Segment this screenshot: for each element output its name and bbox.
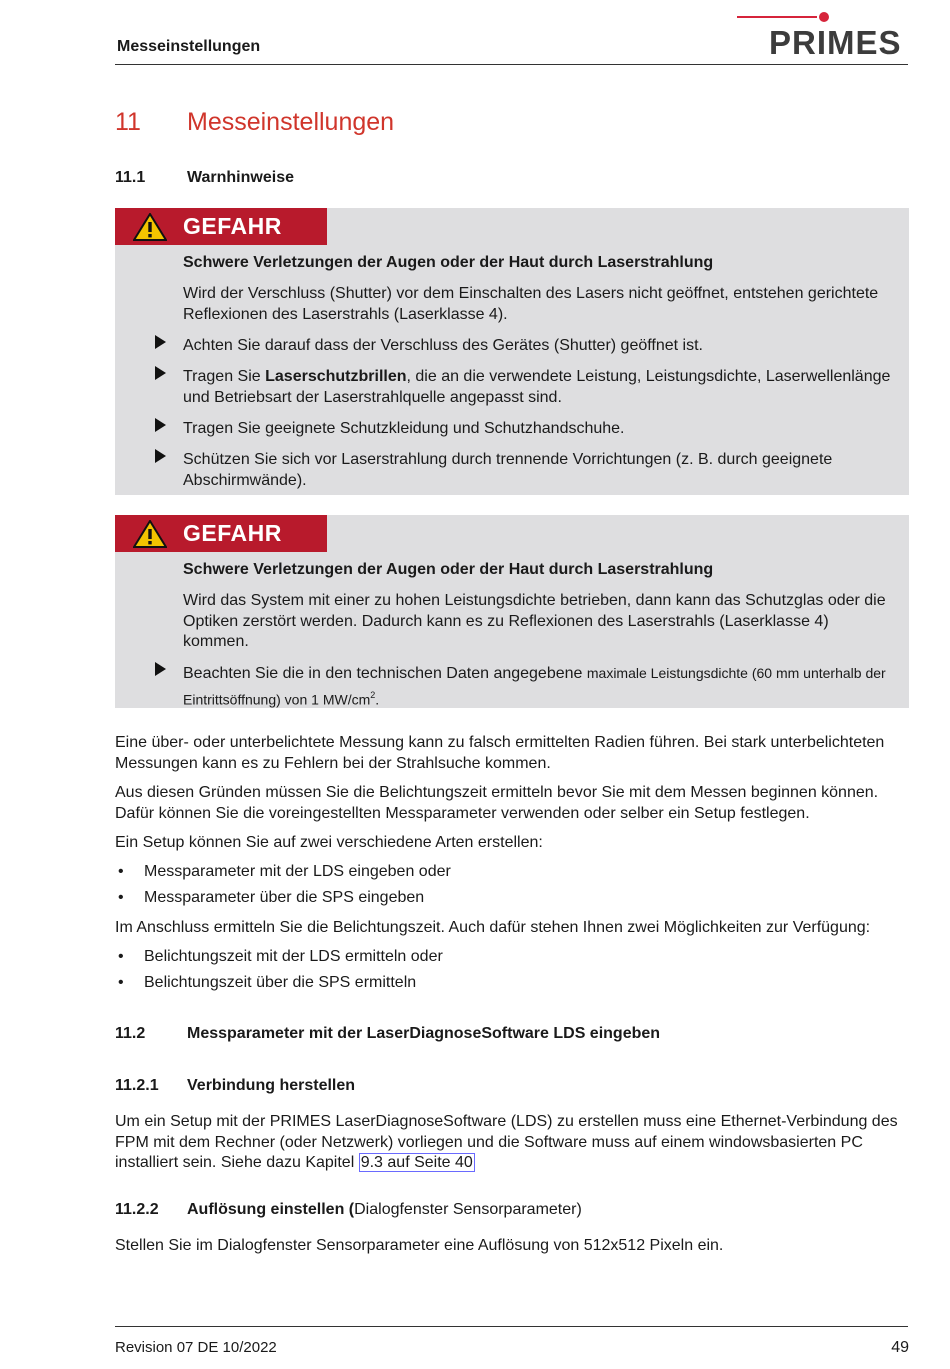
subsection-title: Auflösung einstellen (Dialogfenster Sensorparameter) <box>187 1201 582 1218</box>
list-item: Belichtungszeit mit der LDS ermitteln oder <box>144 948 443 965</box>
danger-instruction: Schützen Sie sich vor Laserstrahlung durch trennende Vorrichtungen (z. B. durch geeignete Abschirmwände). <box>183 451 833 489</box>
chapter-number: 11 <box>115 108 141 136</box>
logo-text: PRIMES <box>769 24 902 61</box>
list-item: Messparameter mit der LDS eingeben oder <box>144 863 451 880</box>
danger-label <box>115 208 327 245</box>
section-title: Warnhinweise <box>187 169 294 186</box>
warning-triangle-icon <box>133 213 167 241</box>
danger-box <box>115 208 909 495</box>
warning-triangle-icon <box>133 520 167 548</box>
header-divider <box>115 64 908 65</box>
section-number: 11.1 <box>115 169 146 186</box>
danger-box <box>115 515 909 708</box>
body-paragraph: Um ein Setup mit der PRIMES LaserDiagnoseSoftware (LDS) zu erstellen muss eine Ethernet-Verbindung des FPM mit dem Rechner (oder Netzwerk) vorliegen und die Software muss auf einem windowsbasierten PC installiert sein. Siehe dazu Kapitel 9.3 auf Seite 40 <box>115 1113 898 1171</box>
revision-info: Revision 07 DE 10/2022 <box>115 1339 277 1356</box>
running-header: Messeinstellungen <box>117 38 261 55</box>
danger-headline: Schwere Verletzungen der Augen oder der Haut durch Laserstrahlung <box>183 254 714 271</box>
arrow-bullet-icon <box>155 366 166 380</box>
arrow-bullet-icon <box>155 418 166 432</box>
danger-instruction: Tragen Sie Laserschutzbrillen, die an die verwendete Leistung, Leistungsdichte, Laserwellenlänge und Betriebsart der Laserstrahlquelle angepasst sind. <box>183 368 891 406</box>
bullet-dot: • <box>118 974 124 991</box>
danger-text: Wird der Verschluss (Shutter) vor dem Einschalten des Lasers nicht geöffnet, entstehen gerichtete Reflexionen des Laserstrahls (Laserklasse 4). <box>183 285 879 323</box>
chapter-link[interactable]: 9.3 auf Seite 40 <box>360 1154 473 1171</box>
footer-divider <box>115 1326 908 1327</box>
logo-accent-line <box>737 16 817 18</box>
bullet-dot: • <box>118 948 124 965</box>
body-paragraph: Ein Setup können Sie auf zwei verschiedene Arten erstellen: <box>115 834 543 851</box>
section-title: Messparameter mit der LaserDiagnoseSoftware LDS eingeben <box>187 1025 661 1042</box>
arrow-bullet-icon <box>155 449 166 463</box>
danger-headline: Schwere Verletzungen der Augen oder der Haut durch Laserstrahlung <box>183 561 714 578</box>
bullet-dot: • <box>118 863 124 880</box>
section-number: 11.2 <box>115 1025 146 1042</box>
body-paragraph: Eine über- oder unterbelichtete Messung kann zu falsch ermittelten Radien führen. Bei stark unterbelichteten Messungen kann es zu Fehlern bei der Strahlsuche kommen. <box>115 734 885 772</box>
danger-instruction: Beachten Sie die in den technischen Daten angegebene maximale Leistungsdichte (60 mm unterhalb der Eintrittsöffnung) von 1 $MW/cm^2$. <box>183 665 886 707</box>
bullet-dot: • <box>118 889 124 906</box>
danger-label <box>115 515 327 552</box>
subsection-title: Verbindung herstellen <box>187 1077 356 1094</box>
danger-instruction: Achten Sie darauf dass der Verschluss des Gerätes (Shutter) geöffnet ist. <box>183 337 703 354</box>
danger-word: GEFAHR <box>183 213 282 239</box>
arrow-bullet-icon <box>155 662 166 676</box>
danger-word: GEFAHR <box>183 520 282 546</box>
danger-text: Wird das System mit einer zu hohen Leistungsdichte betrieben, dann kann das Schutzglas oder die Optiken zerstört werden. Dadurch kann es zu Reflexionen des Laserstrahls (Laserklasse 4) kommen. <box>183 592 886 650</box>
chapter-title: Messeinstellungen <box>187 108 395 136</box>
body-paragraph: Aus diesen Gründen müssen Sie die Belichtungszeit ermitteln bevor Sie mit dem Messen beginnen können. Dafür können Sie die voreingestellten Messparameter verwenden oder selber ein Setup festlegen. <box>115 784 879 822</box>
body-paragraph: Im Anschluss ermitteln Sie die Belichtungszeit. Auch dafür stehen Ihnen zwei Möglichkeiten zur Verfügung: <box>115 919 871 936</box>
page-number: 49 <box>891 1339 909 1356</box>
arrow-bullet-icon <box>155 335 166 349</box>
subsection-number: 11.2.1 <box>115 1077 159 1094</box>
primes-logo <box>737 10 907 60</box>
subsection-number: 11.2.2 <box>115 1201 159 1218</box>
logo-accent-dot <box>819 12 829 22</box>
list-item: Messparameter über die SPS eingeben <box>144 889 425 906</box>
list-item: Belichtungszeit über die SPS ermitteln <box>144 974 417 991</box>
danger-instruction: Tragen Sie geeignete Schutzkleidung und Schutzhandschuhe. <box>183 420 625 437</box>
body-paragraph: Stellen Sie im Dialogfenster Sensorparameter eine Auflösung von 512x512 Pixeln ein. <box>115 1237 724 1254</box>
